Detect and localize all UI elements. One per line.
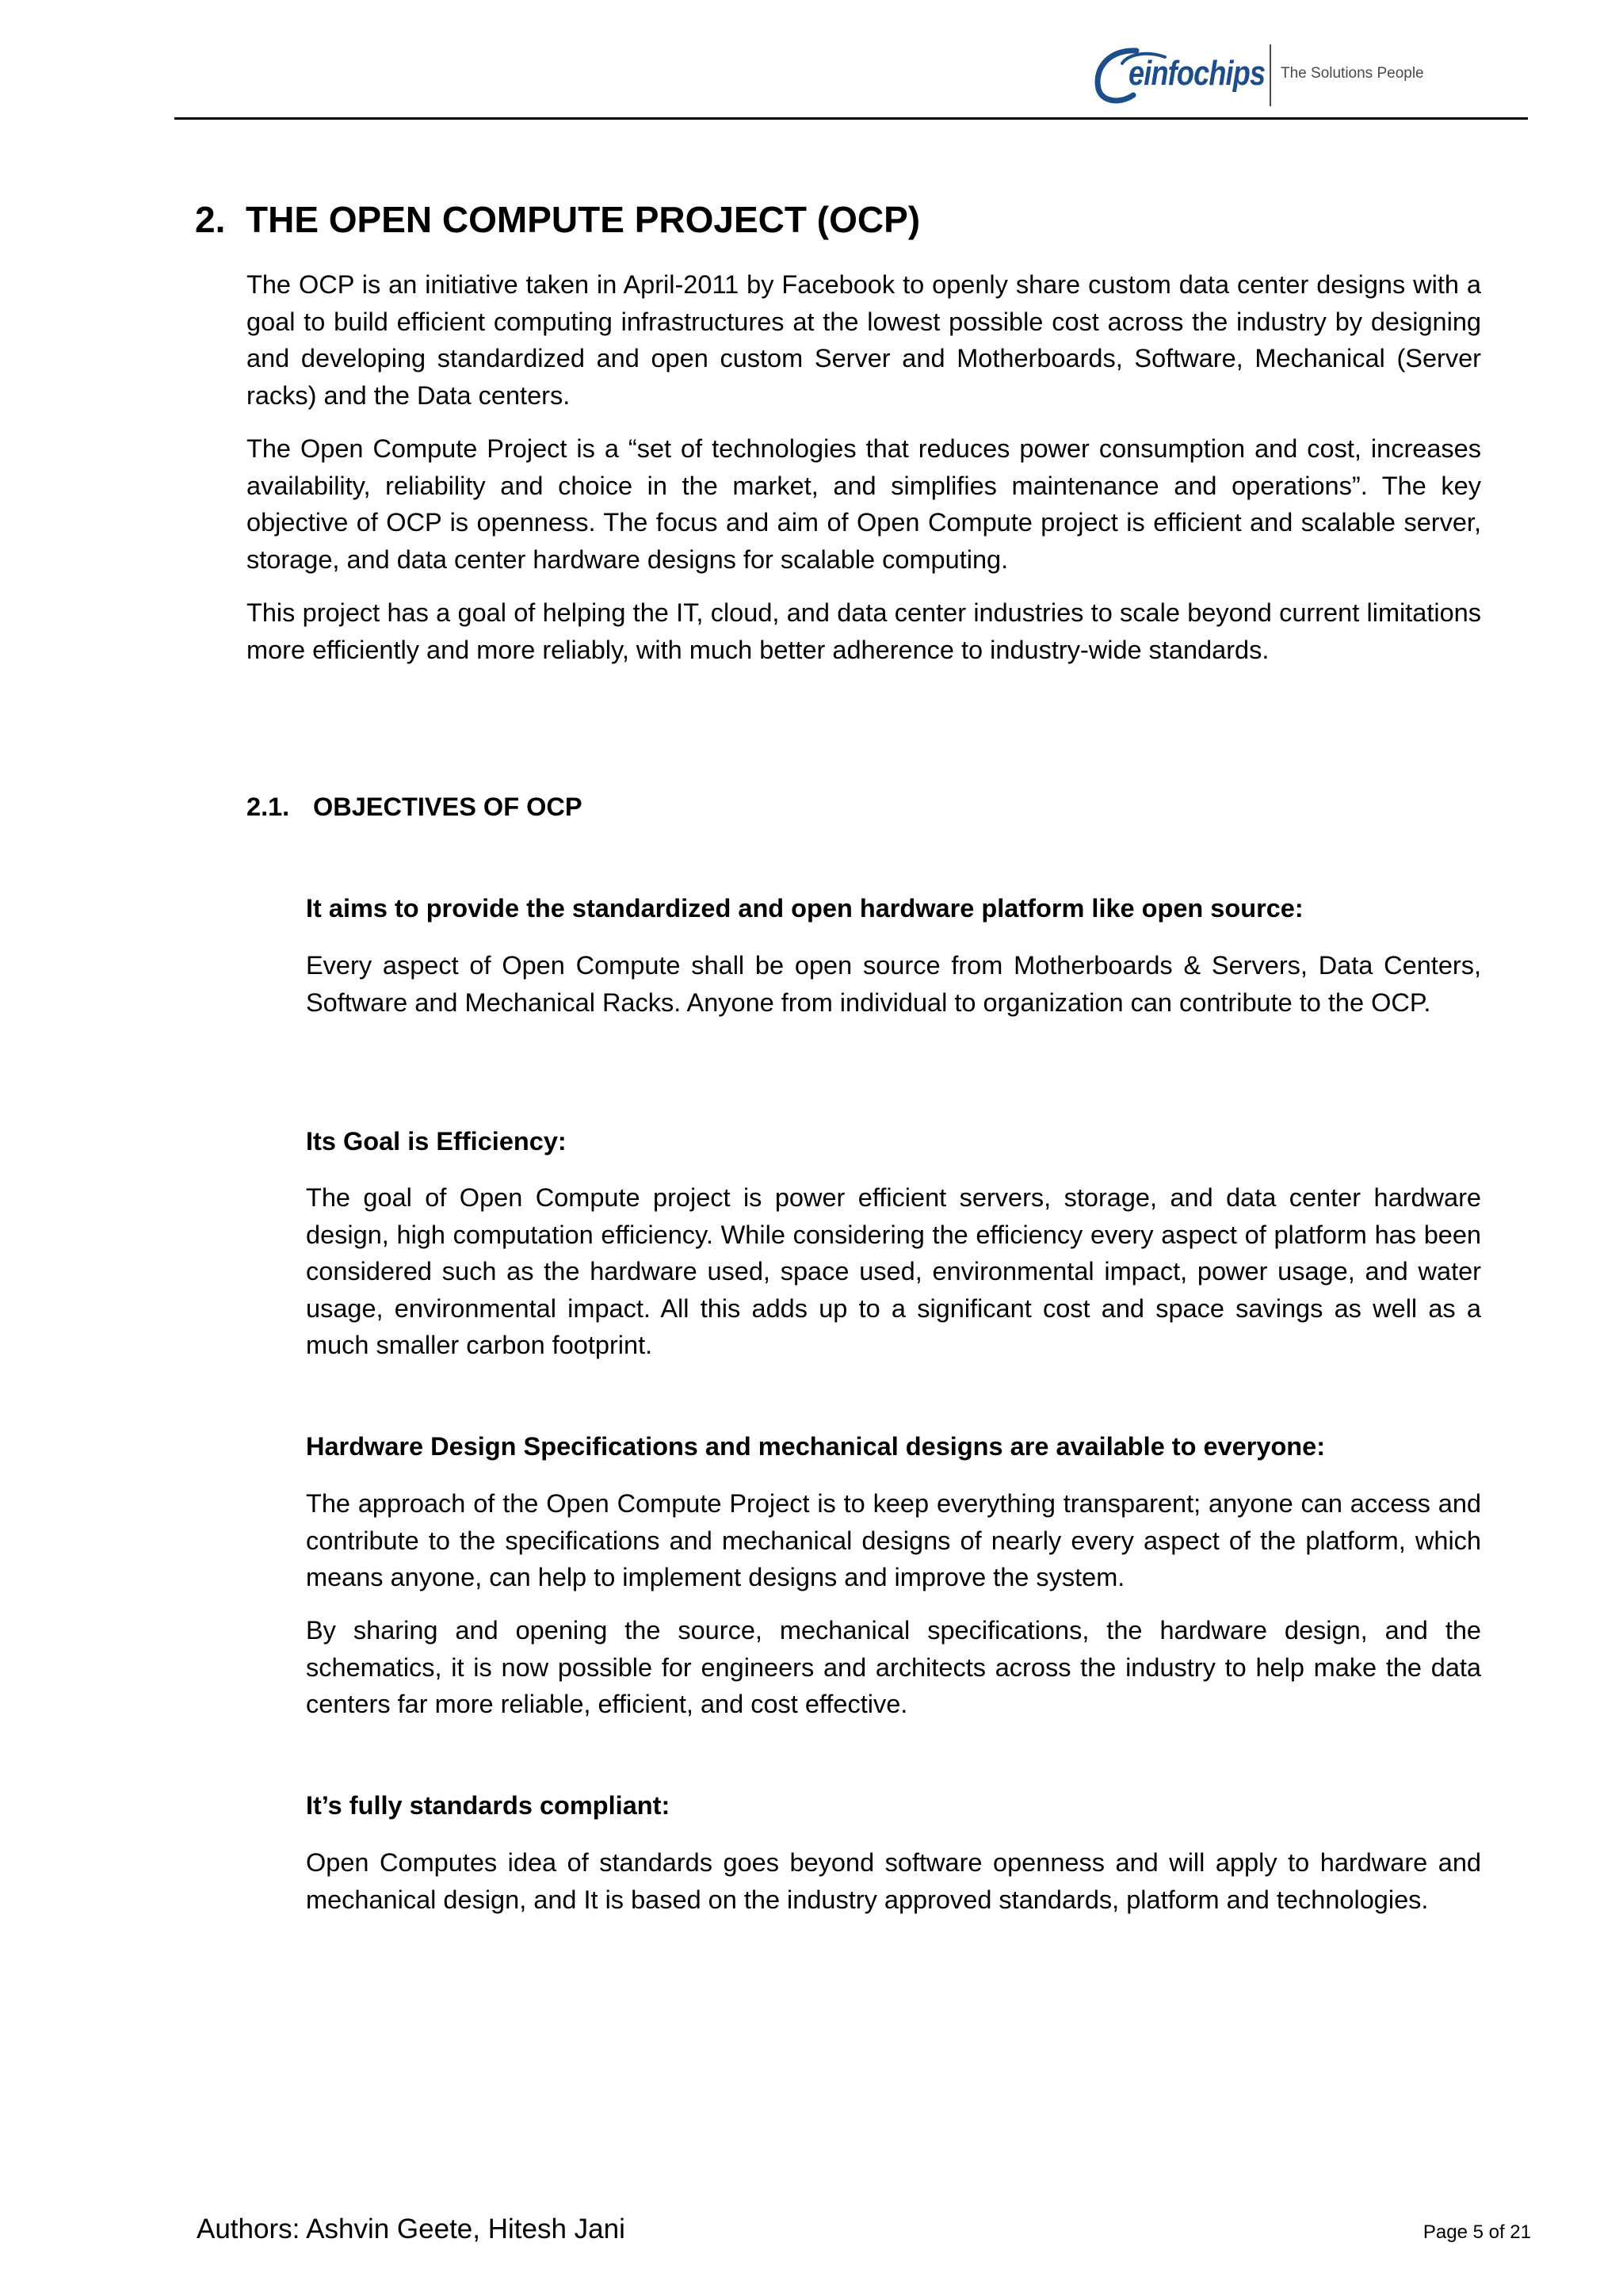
section-paragraph-3: This project has a goal of helping the IT, cloud, and data center industries to scale beyond current limitations more efficiently and more reliably, with much better adherence to industry-wide standards. (246, 598, 1481, 664)
objective-paragraph: By sharing and opening the source, mechanical specifications, the hardware design, and the schematics, it is now possible for engineers and architects across the industry to help make the data centers far more reliable, efficient, and cost effective. (306, 1616, 1481, 1718)
objective-heading-hardware-specs: Hardware Design Specifications and mechanical designs are available to everyone: (306, 1432, 1326, 1461)
subsection-title: OBJECTIVES OF OCP (313, 793, 582, 821)
logo-tagline: The Solutions People (1281, 65, 1424, 82)
section-paragraph-2: The Open Compute Project is a “set of technologies that reduces power consumption and cost, increases availability, reliability and choice in the market, and simplifies maintenance and operations”. The key objective of OCP is openness. The focus and aim of Open Compute project is efficient and scalable server, storage, and data center hardware designs for scalable computing. (246, 434, 1481, 574)
subsection-number: 2.1. (246, 793, 290, 821)
footer-authors: Authors: Ashvin Geete, Hitesh Jani (197, 2214, 625, 2244)
subsection-heading (246, 793, 582, 822)
objective-paragraph: The approach of the Open Compute Project is to keep everything transparent; anyone can access and contribute to the specifications and mechanical designs of nearly every aspect of the platform, which means anyone, can help to implement designs and improve the system. (306, 1489, 1481, 1591)
einfochips-logo (1087, 40, 1424, 111)
section-paragraph-1: The OCP is an initiative taken in April-2011 by Facebook to openly share custom data center designs with a goal to build efficient computing infrastructures at the lowest possible cost across the industry by designing and developing standardized and open custom Server and Motherboards, Software, Mechanical (Server racks) and the Data centers. (246, 270, 1481, 410)
section-number: 2. (195, 199, 226, 240)
section-title: THE OPEN COMPUTE PROJECT (OCP) (246, 199, 921, 240)
objective-paragraph: The goal of Open Compute project is power efficient servers, storage, and data center hardware design, high computation efficiency. While considering the efficiency every aspect of platform has been considered such as the hardware used, space used, environmental impact, power usage, and water usage, environmental impact. All this adds up to a significant cost and space savings as well as a much smaller carbon footprint. (306, 1183, 1481, 1359)
section-heading (195, 198, 920, 241)
objective-heading-efficiency: Its Goal is Efficiency: (306, 1127, 567, 1156)
logo-separator (1270, 44, 1271, 106)
header-rule (174, 117, 1528, 120)
objective-heading-open-source: It aims to provide the standardized and open hardware platform like open source: (306, 894, 1304, 923)
objective-heading-standards: It’s fully standards compliant: (306, 1791, 670, 1820)
logo-wordmark: einfochips (1128, 54, 1266, 93)
objective-paragraph: Every aspect of Open Compute shall be open source from Motherboards & Servers, Data Centers, Software and Mechanical Racks. Anyone from individual to organization can contribute to the OCP. (306, 951, 1481, 1017)
footer-page-number: Page 5 of 21 (1423, 2222, 1531, 2243)
objective-paragraph: Open Computes idea of standards goes beyond software openness and will apply to hardware and mechanical design, and It is based on the industry approved standards, platform and technologies. (306, 1848, 1481, 1914)
